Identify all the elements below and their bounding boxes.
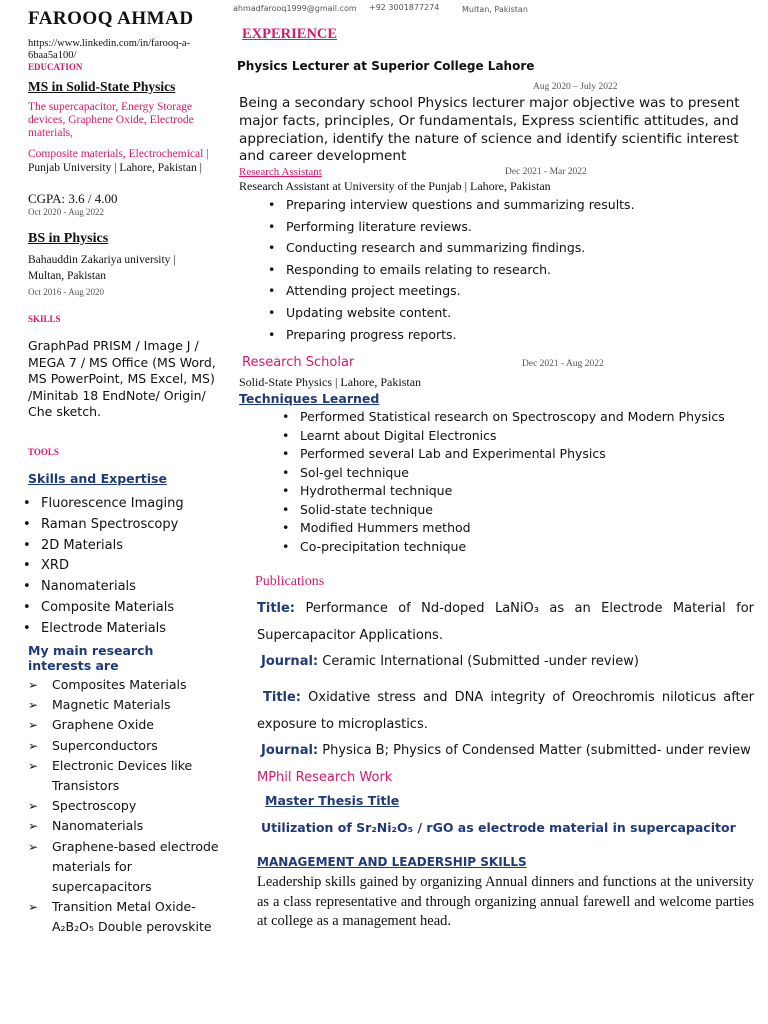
journal-label: Journal: — [261, 654, 319, 669]
list-item: • Performing literature reviews. — [286, 216, 746, 238]
mphil-heading: MPhil Research Work — [257, 770, 393, 785]
thesis-title: Utilization of Sr₂Ni₂O₅ / rGO as electrode material in supercapacitor — [261, 820, 736, 835]
bs-degree: BS in Physics — [28, 231, 109, 246]
publication-1-journal — [261, 654, 639, 669]
list-item: ➢ Spectroscopy — [28, 796, 220, 816]
person-name: FAROOQ AHMAD — [28, 8, 194, 29]
publication-2-title — [257, 684, 754, 738]
scholar-subtitle: Solid-State Physics | Lahore, Pakistan — [239, 375, 422, 389]
publication-journal: Physica B; Physics of Condensed Matter (submitted- under review — [322, 743, 751, 758]
list-item: • 2D Materials — [41, 536, 221, 557]
linkedin-url[interactable]: https://www.linkedin.com/in/farooq-a-6baa5a100/ — [28, 38, 191, 61]
ra-dates: Dec 2021 - Mar 2022 — [505, 167, 587, 177]
ms-focus: The supercapacitor, Energy Storage devices, Graphene Oxide, Electrode materials, — [28, 101, 194, 139]
lecturer-title: Physics Lecturer at Superior College Lahore — [237, 59, 535, 73]
leadership-text: Leadership skills gained by organizing Annual dinners and functions at the university as a class representative and through organizing annual farewell and welcome parties at college as a management head. — [257, 874, 754, 929]
lecturer-dates: Aug 2020 – July 2022 — [533, 82, 618, 92]
list-item: ➢ Nanomaterials — [28, 816, 220, 836]
experience-heading: EXPERIENCE — [242, 26, 338, 42]
interests-heading: My main research interests are — [28, 643, 154, 673]
ms-cgpa: CGPA: 3.6 / 4.00 — [28, 191, 118, 206]
ms-dates: Oct 2020 - Aug 2022 — [28, 207, 104, 217]
tools-heading: TOOLS — [28, 447, 59, 457]
contact-location: Multan, Pakistan — [462, 5, 528, 14]
ra-duties-list — [286, 194, 746, 345]
list-item: • Preparing progress reports. — [286, 324, 746, 346]
scholar-role: Research Scholar — [242, 355, 355, 370]
thesis-heading: Master Thesis Title — [265, 793, 400, 808]
list-item: • Learnt about Digital Electronics — [300, 427, 754, 446]
lecturer-description: Being a secondary school Physics lecturer major objective was to present major facts, principles, Or fundamentals, Express scientific attitudes, and appreciation, identify the nature of science and identify scientific interest and career development — [239, 95, 740, 165]
list-item: • Conducting research and summarizing findings. — [286, 237, 746, 259]
title-label: Title: — [257, 601, 296, 616]
list-item: • Performed Statistical research on Spectroscopy and Modern Physics — [300, 408, 754, 427]
publication-2-journal — [261, 743, 751, 758]
linkedin-link[interactable] — [28, 38, 218, 62]
list-item: ➢ Magnetic Materials — [28, 695, 220, 715]
contact-email[interactable]: ahmadfarooq1999@gmail.com — [233, 4, 357, 13]
ra-title: Research Assistant at University of the Punjab | Lahore, Pakistan — [239, 179, 551, 193]
skills-text: GraphPad PRISM / Image J / MEGA 7 / MS Office (MS Word, MS PowerPoint, MS Excel, MS) /Minitab 18 EndNote/ Origin/ Che sketch. — [28, 338, 216, 419]
education-heading: EDUCATION — [28, 62, 83, 72]
list-item: • XRD — [41, 556, 221, 577]
list-item: • Sol-gel technique — [300, 464, 754, 483]
techniques-list — [300, 408, 754, 556]
ms-institution: Punjab University | Lahore, Pakistan | — [28, 162, 202, 174]
journal-label: Journal: — [261, 743, 319, 758]
list-item: ➢ Graphene-based electrode materials for supercapacitors — [28, 837, 220, 898]
list-item: • Modified Hummers method — [300, 519, 754, 538]
list-item: • Updating website content. — [286, 302, 746, 324]
list-item: • Raman Spectroscopy — [41, 515, 221, 536]
list-item: • Solid-state technique — [300, 501, 754, 520]
expertise-list — [41, 494, 221, 640]
list-item: • Responding to emails relating to research. — [286, 259, 746, 281]
publication-title: Oxidative stress and DNA integrity of Oreochromis niloticus after exposure to microplastics. — [257, 690, 754, 732]
list-item: ➢ Composites Materials — [28, 675, 220, 695]
list-item: • Preparing interview questions and summarizing results. — [286, 194, 746, 216]
list-item: • Electrode Materials — [41, 619, 221, 640]
skills-heading: SKILLS — [28, 314, 61, 324]
list-item: ➢ Electronic Devices like Transistors — [28, 756, 220, 796]
publication-journal: Ceramic International (Submitted -under review) — [322, 654, 639, 669]
list-item: ➢ Superconductors — [28, 736, 220, 756]
publication-1-title — [257, 595, 754, 649]
scholar-dates: Dec 2021 - Aug 2022 — [522, 359, 604, 369]
bs-institution: Bahauddin Zakariya university | Multan, Pakistan — [28, 254, 176, 282]
list-item: • Fluorescence Imaging — [41, 494, 221, 515]
techniques-heading: Techniques Learned — [239, 391, 380, 406]
bs-dates: Oct 2016 - Aug 2020 — [28, 287, 104, 297]
list-item: • Attending project meetings. — [286, 280, 746, 302]
publication-title: Performance of Nd-doped LaNiO₃ as an Electrode Material for Supercapacitor Applications. — [257, 601, 754, 643]
leadership-heading: MANAGEMENT AND LEADERSHIP SKILLS — [257, 855, 527, 869]
list-item: • Hydrothermal technique — [300, 482, 754, 501]
ra-role: Research Assistant — [239, 166, 322, 178]
list-item: ➢ Graphene Oxide — [28, 715, 220, 735]
ms-institution-block — [28, 147, 218, 175]
ms-degree: MS in Solid-State Physics — [28, 79, 176, 94]
list-item: ➢ Transition Metal Oxide- A₂B₂O₅ Double perovskite — [28, 897, 220, 937]
publications-heading: Publications — [255, 574, 325, 589]
list-item: • Performed several Lab and Experimental Physics — [300, 445, 754, 464]
list-item: • Co-precipitation technique — [300, 538, 754, 557]
ms-focus-2: Composite materials, Electrochemical | — [28, 148, 209, 160]
list-item: • Nanomaterials — [41, 577, 221, 598]
interests-list — [28, 675, 220, 938]
contact-phone[interactable]: +92 3001877274 — [369, 3, 440, 12]
expertise-heading: Skills and Expertise — [28, 471, 167, 486]
title-label: Title: — [263, 690, 302, 705]
list-item: • Composite Materials — [41, 598, 221, 619]
